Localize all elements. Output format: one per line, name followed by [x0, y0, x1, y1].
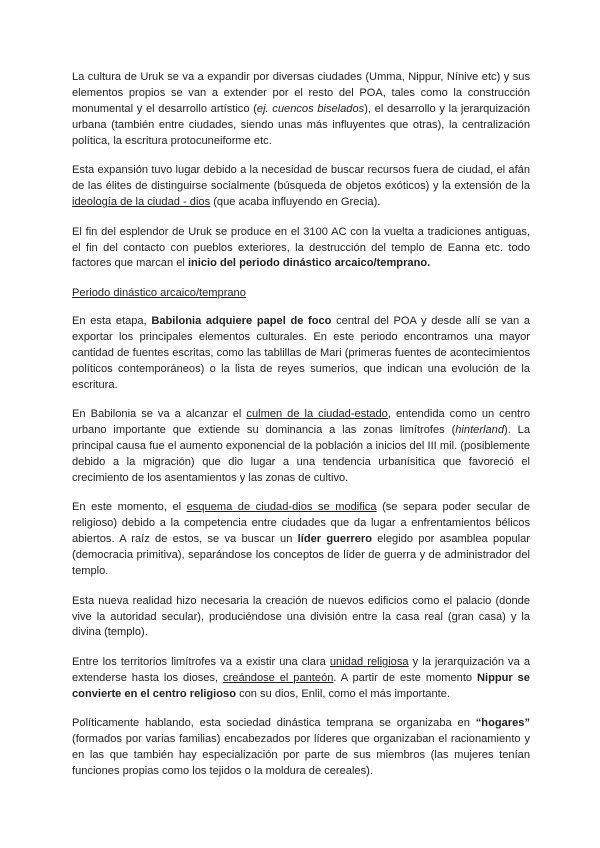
bold-term: líder guerrero: [297, 533, 372, 546]
paragraph-city-state: [72, 407, 530, 487]
text: central del POA y desde allí se van a exportar los principales elementos culturales. En este periodo encontramos una mayor cantidad de fuentes escritas, como las tablillas de Mari (primeras fuentes de acontecimientos políticos contemporáneos) o la lista de reyes sumerios, que indican una evolución de la escritura.: [72, 314, 530, 391]
text: (se separa poder secular de religioso) debido a la competencia entre ciudades que da lugar a enfrentamientos bélicos abiertos. A raíz de estos, se va buscar un: [72, 501, 531, 546]
text: El fin del esplendor de Uruk se produce en el 3100 AC con la vuelta a tradiciones antiguas, el fin del contacto con pueblos exteriores, la destrucción del templo de Eanna etc. todo factores que marcan el: [72, 225, 530, 270]
text: En este momento, el: [72, 501, 187, 514]
paragraph-palace: [72, 594, 530, 642]
text: Políticamente hablando, esta sociedad dinástica temprana se organizaba en: [72, 717, 476, 730]
text: y la jerarquización va a extenderse hasta los dioses,: [72, 656, 530, 684]
italic-term: hinterland: [455, 424, 504, 437]
text: En Babilonia se va a alcanzar el: [72, 408, 247, 421]
bold-term: “hogares”: [475, 717, 530, 730]
text: ). La principal causa fue el aumento exponencial de la población a inicios del III mil. (posiblemente debido a la migración) que dio lugar a una tendencia urbanísitica que favoreció el crecimiento de los asentamientos y las zonas de cultivo.: [72, 424, 530, 484]
underlined-term: unidad religiosa: [329, 656, 409, 668]
paragraph-households: [72, 716, 530, 780]
text: Esta expansión tuvo lugar debido a la necesidad de buscar recursos fuera de ciudad, el afán de las élites de distinguirse socialmente (búsqueda de objetos exóticos) y la extensión de la: [72, 164, 530, 193]
underlined-term: culmen de la ciudad-estado: [246, 408, 388, 421]
text: elegido por asamblea popular (democracia primitiva), separándose los conceptos de líder de guerra y de administrador del templo.: [72, 533, 530, 577]
text: (formados por varias familias) encabezados por líderes que organizaban el racionamiento y en las que también hay especialización por parte de sus miembros (las mujeres tenían funciones propias como los tejidos o la moldura de cereales).: [72, 733, 530, 778]
italic-example: ej. cuencos biselados: [256, 102, 365, 115]
paragraph-expansion-causes: [72, 163, 530, 211]
paragraph-religious-unity: [72, 655, 530, 703]
text: con su dios, Enlil, como el más importante.: [236, 687, 450, 700]
document-page: [72, 70, 530, 794]
paragraph-uruk-expansion: [72, 70, 530, 150]
paragraph-babilonia-focus: [72, 314, 530, 394]
section-heading: [72, 286, 530, 302]
text: Entre los territorios limítrofes va a existir una clara: [72, 656, 330, 668]
paragraph-uruk-end: [72, 225, 530, 273]
text: La cultura de Uruk se va a expandir por diversas ciudades (Umma, Nippur, Nínive etc) y sus elementos propios se van a extender por el resto del POA, tales como la construcción monumental y el desarrollo artístico (: [72, 71, 530, 115]
text: En esta etapa,: [72, 314, 152, 327]
text: Esta nueva realidad hizo necesaria la creación de nuevos edificios como el palacio (donde vive la autoridad secular), produciéndose una división entre la casa real (gran casa) y la divina (templo).: [72, 594, 530, 639]
text: , entendida como un centro urbano importante que extiende su dominancia a las zonas limítrofes (: [72, 408, 530, 437]
paragraph-city-god-scheme: [72, 500, 530, 580]
underlined-term: creándose el panteón: [223, 671, 334, 684]
bold-term: Nippur se convierte en el centro religioso: [72, 671, 530, 700]
text: . A partir de este momento: [333, 671, 477, 684]
underlined-term: esquema de ciudad-dios se modifica: [186, 501, 377, 514]
text: ), el desarrollo y la jerarquización urbana (también entre ciudades, siendo unas más influyentes que otras), la centralización política, la escritura protocuneiforme etc.: [72, 102, 530, 147]
bold-term: Babilonia adquiere papel de foco: [151, 314, 332, 327]
underlined-term: ideología de la ciudad - dios: [72, 196, 211, 209]
text: (que acaba influyendo en Grecia).: [210, 196, 381, 209]
section-heading-text: Periodo dinástico arcaico/temprano: [72, 287, 246, 300]
bold-term: inicio del periodo dinástico arcaico/temprano.: [187, 257, 431, 270]
